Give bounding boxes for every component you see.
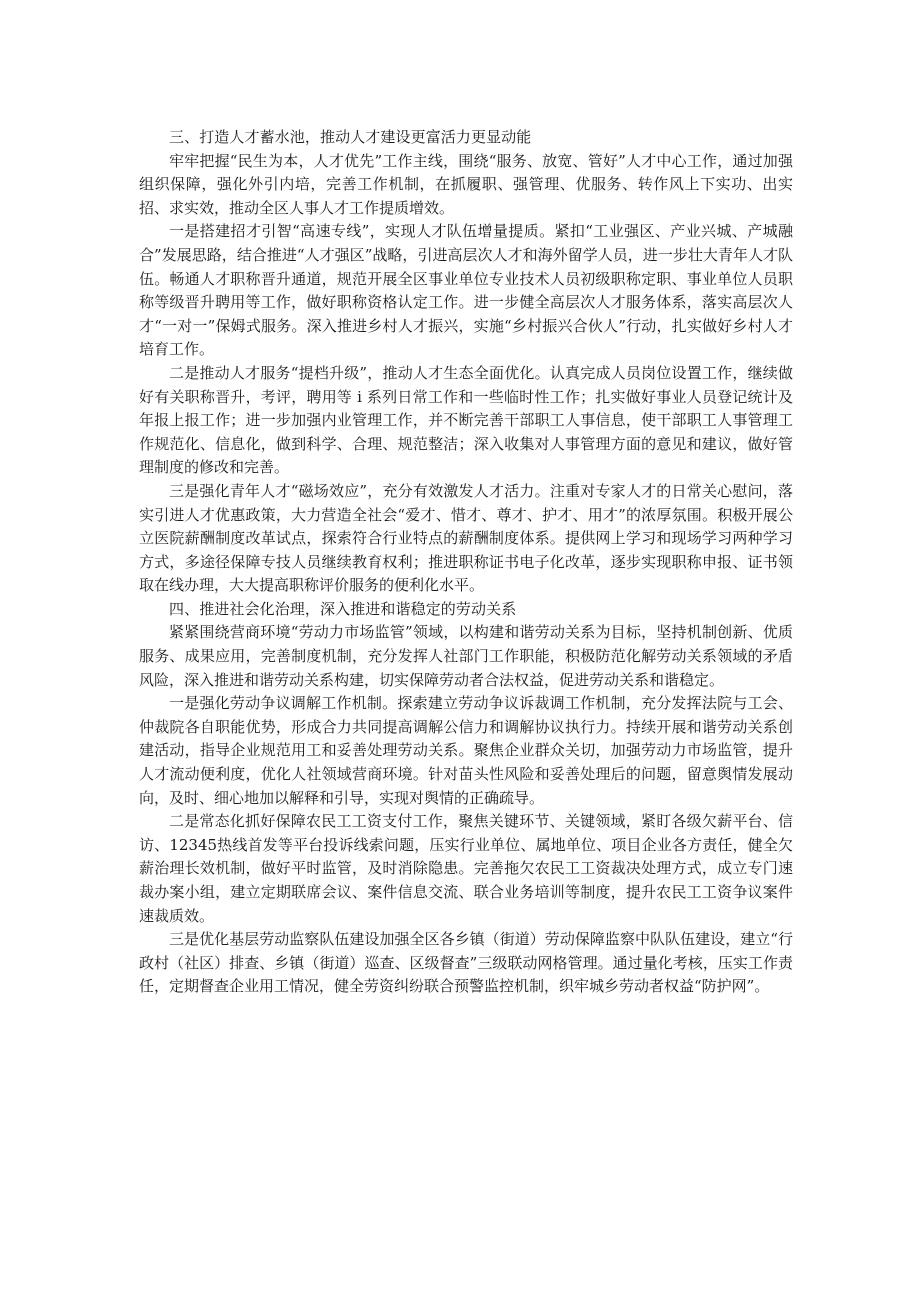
section-4-item-2-paragraph: 二是常态化抓好保障农民工工资支付工作，聚焦关键环节、关键领域，紧盯各级欠薪平台、信访、12345热线首发等平台投诉线索问题，压实行业单位、属地单位、项目企业各方责任，健全欠薪治理长效机制，做好平时监管，及时消除隐患。完善拖欠农民工工资裁决处理方式，成立专门速裁办案小组，建立定期联席会议、案件信息交流、联合业务培训等制度，提升农民工工资争议案件速裁质效。 (139, 812, 793, 925)
section-4-item-1-paragraph: 一是强化劳动争议调解工作机制。探索建立劳动争议诉裁调工作机制，充分发挥法院与工会、仲裁院各自职能优势，形成合力共同提高调解公信力和调解协议执行力。持续开展和谐劳动关系创建活动，指导企业规范用工和妥善处理劳动关系。聚焦企业群众关切，加强劳动力市场监管，提升人才流动便利度，优化人社领域营商环境。针对苗头性风险和妥善处理后的问题，留意舆情发展动向，及时、细心地加以解释和引导，实现对舆情的正确疏导。 (139, 694, 793, 807)
section-3-item-3-paragraph: 三是强化青年人才“磁场效应”，充分有效激发人才活力。注重对专家人才的日常关心慰问，落实引进人才优惠政策，大力营造全社会“爱才、惜才、尊才、护才、用才”的浓厚氛围。积极开展公立医院薪酬制度改革试点，探索符合行业特点的薪酬制度体系。提供网上学习和现场学习两种学习方式，多途径保障专技人员继续教育权利；推进职称证书电子化改革，逐步实现职称申报、证书领取在线办理，大大提高职称评价服务的便利化水平。 (139, 481, 793, 595)
section-heading-4: 四、推进社会化治理，深入推进和谐稳定的劳动关系 (169, 599, 517, 618)
section-heading-3: 三、打造人才蓄水池，推动人才建设更富活力更显动能 (169, 128, 532, 146)
section-3-item-2-paragraph: 二是推动人才服务“提档升级”，推动人才生态全面优化。认真完成人员岗位设置工作，继续做好有关职称晋升，考评，聘用等 i 系列日常工作和一些临时性工作；扎实做好事业人员登记统计及年报上报工作；进一步加强内业管理工作，并不断完善干部职工人事信息，使干部职工人事管理工作规范化、信息化，做到科学、合理、规范整洁；深入收集对人事管理方面的意见和建议，做好管理制度的修改和完善。 (139, 363, 793, 477)
section-3-intro-paragraph: 牢牢把握“民生为本，人才优先”工作主线，围绕“服务、放宽、管好”人才中心工作，通过加强组织保障，强化外引内培，完善工作机制，在抓履职、强管理、优服务、转作风上下实功、出实招、求实效，推动全区人事人才工作提质增效。 (139, 151, 793, 217)
section-4-item-3-paragraph: 三是优化基层劳动监察队伍建设加强全区各乡镇（街道）劳动保障监察中队队伍建设，建立“行政村（社区）排查、乡镇（街道）巡查、区级督查”三级联动网格管理。通过量化考核，压实工作责任，定期督查企业用工情况，健全劳资纠纷联合预警监控机制，织牢城乡劳动者权益“防护网”。 (139, 930, 793, 996)
section-4-intro-paragraph: 紧紧围绕营商环境“劳动力市场监管”领域，以构建和谐劳动关系为目标，坚持机制创新、优质服务、成果应用，完善制度机制，充分发挥人社部门工作职能，积极防范化解劳动关系领域的矛盾风险，深入推进和谐劳动关系构建，切实保障劳动者合法权益，促进劳动关系和谐稳定。 (139, 623, 793, 689)
section-3-item-1-paragraph: 一是搭建招才引智“高速专线”，实现人才队伍增量提质。紧扣“工业强区、产业兴城、产城融合”发展思路，结合推进“人才强区”战略，引进高层次人才和海外留学人员，进一步壮大青年人才队伍。畅通人才职称晋升通道，规范开展全区事业单位专业技术人员初级职称定职、事业单位人员职称等级晋升聘用等工作，做好职称资格认定工作。进一步健全高层次人才服务体系，落实高层次人才“一对一”保姆式服务。深入推进乡村人才振兴，实施“乡村振兴合伙人”行动，扎实做好乡村人才培育工作。 (139, 222, 793, 359)
document-body (139, 126, 793, 999)
